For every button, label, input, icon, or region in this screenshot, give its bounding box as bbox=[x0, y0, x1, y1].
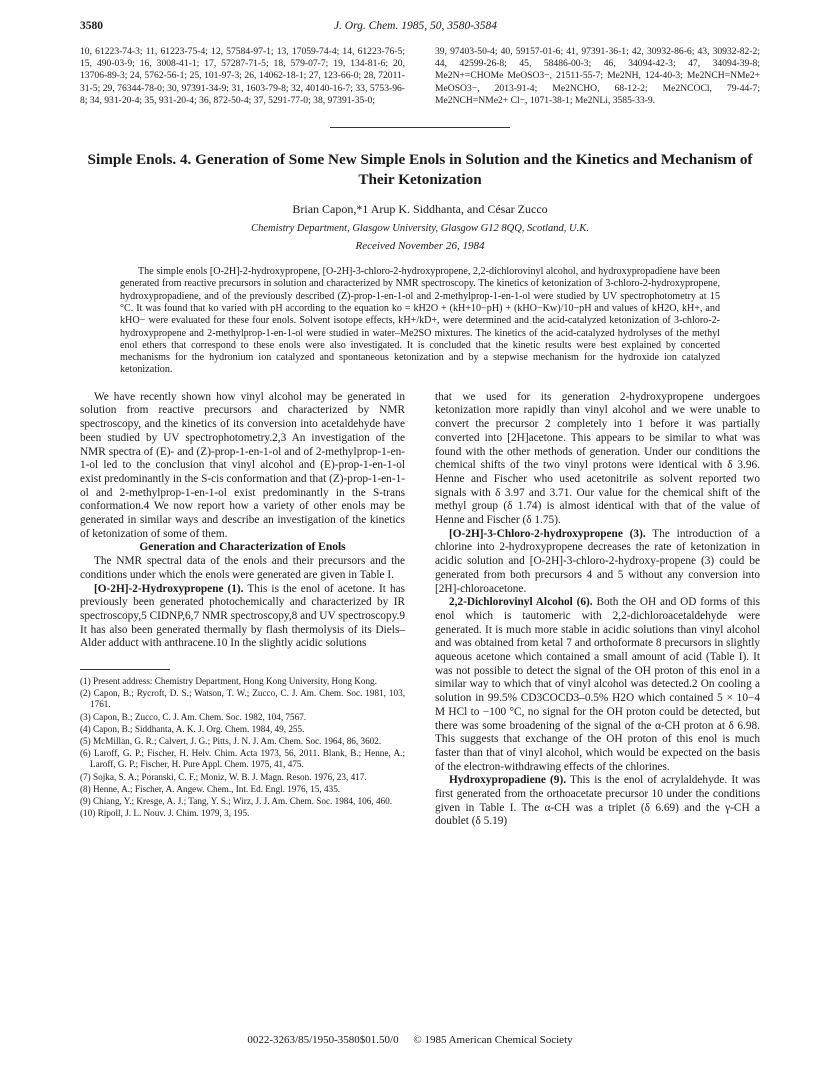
enol3-text: The introduction of a chlorine into 2-hydroxypropene decreases the rate of ketonization in acidic solution and [O-2H]-3-chloro-2-hydroxy-propene (3) could be generated from both precursors 4 and 5 without any conversion into [2H]-chloroacetone. bbox=[435, 527, 760, 595]
enol1-text: This is the enol of acetone. It has previously been generated photochemically and characterized by IR spectroscopy,5 CIDNP,6,7 NMR spectroscopy,8 and UV spectroscopy.9 It has also been generated thermally by flash thermolysis of its Diels–Alder adduct with anthracene.10 In the slightly acidic solutions bbox=[80, 582, 406, 650]
enol3-paragraph bbox=[435, 528, 760, 597]
footnote-divider bbox=[80, 669, 170, 670]
journal-citation: J. Org. Chem. 1985, 50, 3580-3584 bbox=[333, 20, 498, 32]
enol6-text: Both the OH and OD forms of this enol which is tautomeric with 2,2-dichloroacetaldehyde were generated. It is much more stable in acidic solutions than vinyl alcohol and was obtained from ketal 7 and orthoformate 8 precursors in slightly aqueous acetone which contained a small amount of acid (Table I). It was not possible to detect the signal of the OH proton of this enol in a similar way to which that of vinyl alcohol was detected.2 On cooling a solution in 99.5% CD3COCD3–0.5% H2O which contained 5 × 10−4 M HCl to −100 °C, no signal for the OH proton could be detected, but there was some broadening of the signal of the α-CH proton at δ 6.98. This suggests that exchange of the OH proton of this enol is much faster than that of vinyl alcohol, which would be expected on the basis of the electron-withdrawing effects of the chlorines. bbox=[435, 596, 760, 773]
article-code: 0022-3263/85/1950-3580$01.50/0 bbox=[247, 1034, 399, 1046]
registry-right: 39, 97403-50-4; 40, 59157-01-6; 41, 97391-36-1; 42, 30932-86-6; 43, 30932-82-2; 44, 42599-26-8; 45, 58486-00-3; 46, 34094-42-3; 47, 34094-39-8; Me2N+=CHOMe MeOSO3−, 21511-55-7; Me2NH, 124-40-3; Me2NCH=NMe2+ MeOSO3−, 2013-91-4; Me2NCHO, 68-12-2; Me2NCOCl, 79-44-7; Me2NCH=NMe2+ Cl−, 1071-38-1; Me2NLi, 3585-33-9. bbox=[435, 46, 760, 106]
enol9-paragraph bbox=[435, 774, 760, 829]
enol1-paragraph bbox=[80, 583, 405, 652]
article-authors: Brian Capon,*1 Arup K. Siddhanta, and César Zucco bbox=[292, 202, 548, 217]
article-affiliation: Chemistry Department, Glasgow University, Glasgow G12 8QQ, Scotland, U.K. bbox=[251, 223, 589, 235]
section-divider bbox=[330, 127, 510, 128]
copyright-notice: © 1985 American Chemical Society bbox=[413, 1034, 573, 1046]
enol9-text: This is the enol of acrylaldehyde. It was first generated from the orthoacetate precursor 10 under the conditions given in Table I. The α-CH was a triplet (δ 6.69) and the γ-CH a doublet (δ 5.19) bbox=[435, 774, 760, 828]
footnote: (10) Ripoll, J. L. Nouv. J. Chim. 1979, 3, 195. bbox=[80, 808, 250, 819]
enol9-heading: Hydroxypropadiene (9). bbox=[449, 774, 567, 787]
abstract: The simple enols [O-2H]-2-hydroxypropene, [O-2H]-3-chloro-2-hydroxypropene, 2,2-dichlorovinyl alcohol, and hydroxypropadiene have been generated from reactive precursors in solution and characterized by NMR spectroscopy. The kinetics of ketonization of 3-chloro-2-hydroxypropene, hydroxypropadiene, and of the previously described (Z)-prop-1-en-1-ol and 2-methylprop-1-en-1-ol were studied by UV spectrophotometry at 15 °C. It was found that ko varied with pH according to the equation ko = kH2O + (kH+10−pH) + (kHO−Kw)/10−pH and values of kH2O, kH+, and kHO− were evaluated for these four enols. Solvent isotope effects, kH+/kD+, were determined and the acid-catalyzed ketonization of 3-chloro-2-hydroxypropene and 2-methylprop-1-en-1-ol were studied in water–Me2SO mixtures. The kinetics of the acid-catalyzed hydrolyses of the methyl enol ethers that correspond to these enols were also investigated. It is concluded that the kinetic results were best explained by concerted mechanisms for the hydronium ion catalyzed and spontaneous ketonization and by a stepwise mechanism for the hydroxide ion catalyzed ketonization. bbox=[120, 266, 720, 376]
footnote: (7) Sojka, S. A.; Poranski, C. F.; Moniz, W. B. J. Magn. Reson. 1976, 23, 417. bbox=[80, 771, 367, 782]
footnote: (1) Present address: Chemistry Department, Hong Kong University, Hong Kong. bbox=[80, 676, 377, 687]
continued-paragraph: that we used for its generation 2-hydroxypropene undergoes ketonization more rapidly than vinyl alcohol and we were unable to convert the precursor 2 completely into 1 before it was partially converted into [2H]acetone. This appears to be similar to what was found with the other methods of generation. Under our conditions the chemical shifts of the two vinyl protons were identical with δ 3.96. Henne and Fischer who used acetonitrile as solvent reported two signals with δ 3.97 and 3.71. Our value for the chemical shift of the methyl group (δ 1.74) is almost identical with that of the value of Henne and Fischer (δ 1.75). bbox=[435, 390, 760, 527]
footnote: (2) Capon, B.; Rycroft, D. S.; Watson, T. W.; Zucco, C. J. Am. Chem. Soc. 1981, 103, 1761. bbox=[80, 688, 405, 710]
article-title: Simple Enols. 4. Generation of Some New Simple Enols in Solution and the Kinetics and Mechanism of Their Ketonization bbox=[87, 151, 753, 189]
section-heading: Generation and Characterization of Enols bbox=[139, 541, 346, 554]
footnote: (5) McMillan, G. R.; Calvert, J. G.; Pitts, J. N. J. Am. Chem. Soc. 1964, 86, 3602. bbox=[80, 736, 382, 747]
enol3-heading: [O-2H]-3-Chloro-2-hydroxypropene (3). bbox=[449, 527, 646, 540]
footnote: (4) Capon, B.; Siddhanta, A. K. J. Org. Chem. 1984, 49, 255. bbox=[80, 723, 305, 734]
intro-paragraph: We have recently shown how vinyl alcohol may be generated in solution from reactive precursors and characterized by NMR spectroscopy, and the kinetics of its conversion into acetaldehyde have been studied by UV spectrophotometry.2,3 An investigation of the NMR spectra of (E)- and (Z)-prop-1-en-1-ol and of 2-methylprop-1-en-1-ol led to the conclusion that vinyl alcohol and (E)-prop-1-en-1-ol exist predominantly in the S-cis conformation and that (Z)-prop-1-en-1-ol and 2-methylprop-1-en-1-ol exist predominantly in the S-trans conformation.4 We now report how a variety of other enols may be generated in similar ways and describe an investigation of the kinetics of ketonization of some of them. bbox=[80, 390, 406, 540]
left-column bbox=[80, 391, 405, 830]
journal-page bbox=[80, 20, 760, 829]
footnote: (6) Laroff, G. P.; Fischer, H. Helv. Chim. Acta 1973, 56, 2011. Blank, B.; Henne, A.; Laroff, G. P.; Fischer, H. Pure Appl. Chem. 1975, 41, 475. bbox=[80, 748, 405, 770]
page-footer bbox=[0, 1034, 820, 1046]
enol1-heading: [O-2H]-2-Hydroxypropene (1). bbox=[94, 582, 244, 595]
right-column bbox=[435, 391, 760, 830]
enol6-paragraph bbox=[435, 596, 760, 774]
footnotes bbox=[80, 676, 405, 819]
registry-numbers bbox=[80, 46, 760, 107]
registry-left: 10, 61223-74-3; 11, 61223-75-4; 12, 57584-97-1; 13, 17059-74-4; 14, 61223-76-5; 15, 490-03-9; 16, 3008-41-1; 17, 57287-71-5; 18, 579-07-7; 19, 134-81-6; 20, 13706-89-3; 24, 5762-56-1; 25, 101-97-3; 26, 14062-18-1; 27, 123-66-0; 28, 72011-31-5; 29, 76344-78-0; 30, 97391-34-9; 31, 1603-79-8; 32, 40140-16-7; 33, 5753-96-8; 34, 931-20-4; 35, 931-20-4; 36, 872-50-4; 37, 5291-77-0; 38, 97391-35-0; bbox=[80, 46, 405, 106]
section-paragraph: The NMR spectral data of the enols and their precursors and the conditions under which the enols were generated are given in Table I. bbox=[80, 555, 405, 581]
footnote: (3) Capon, B.; Zucco, C. J. Am. Chem. Soc. 1982, 104, 7567. bbox=[80, 711, 307, 722]
enol6-heading: 2,2-Dichlorovinyl Alcohol (6). bbox=[449, 596, 593, 609]
footnote: (9) Chiang, Y.; Kresge, A. J.; Tang, Y. S.; Wirz, J. J. Am. Chem. Soc. 1984, 106, 460. bbox=[80, 796, 393, 807]
footnote: (8) Henne, A.; Fischer, A. Angew. Chem., Int. Ed. Engl. 1976, 15, 435. bbox=[80, 783, 341, 794]
running-head bbox=[80, 20, 760, 36]
received-date: Received November 26, 1984 bbox=[355, 240, 485, 253]
page-number: 3580 bbox=[80, 20, 103, 32]
